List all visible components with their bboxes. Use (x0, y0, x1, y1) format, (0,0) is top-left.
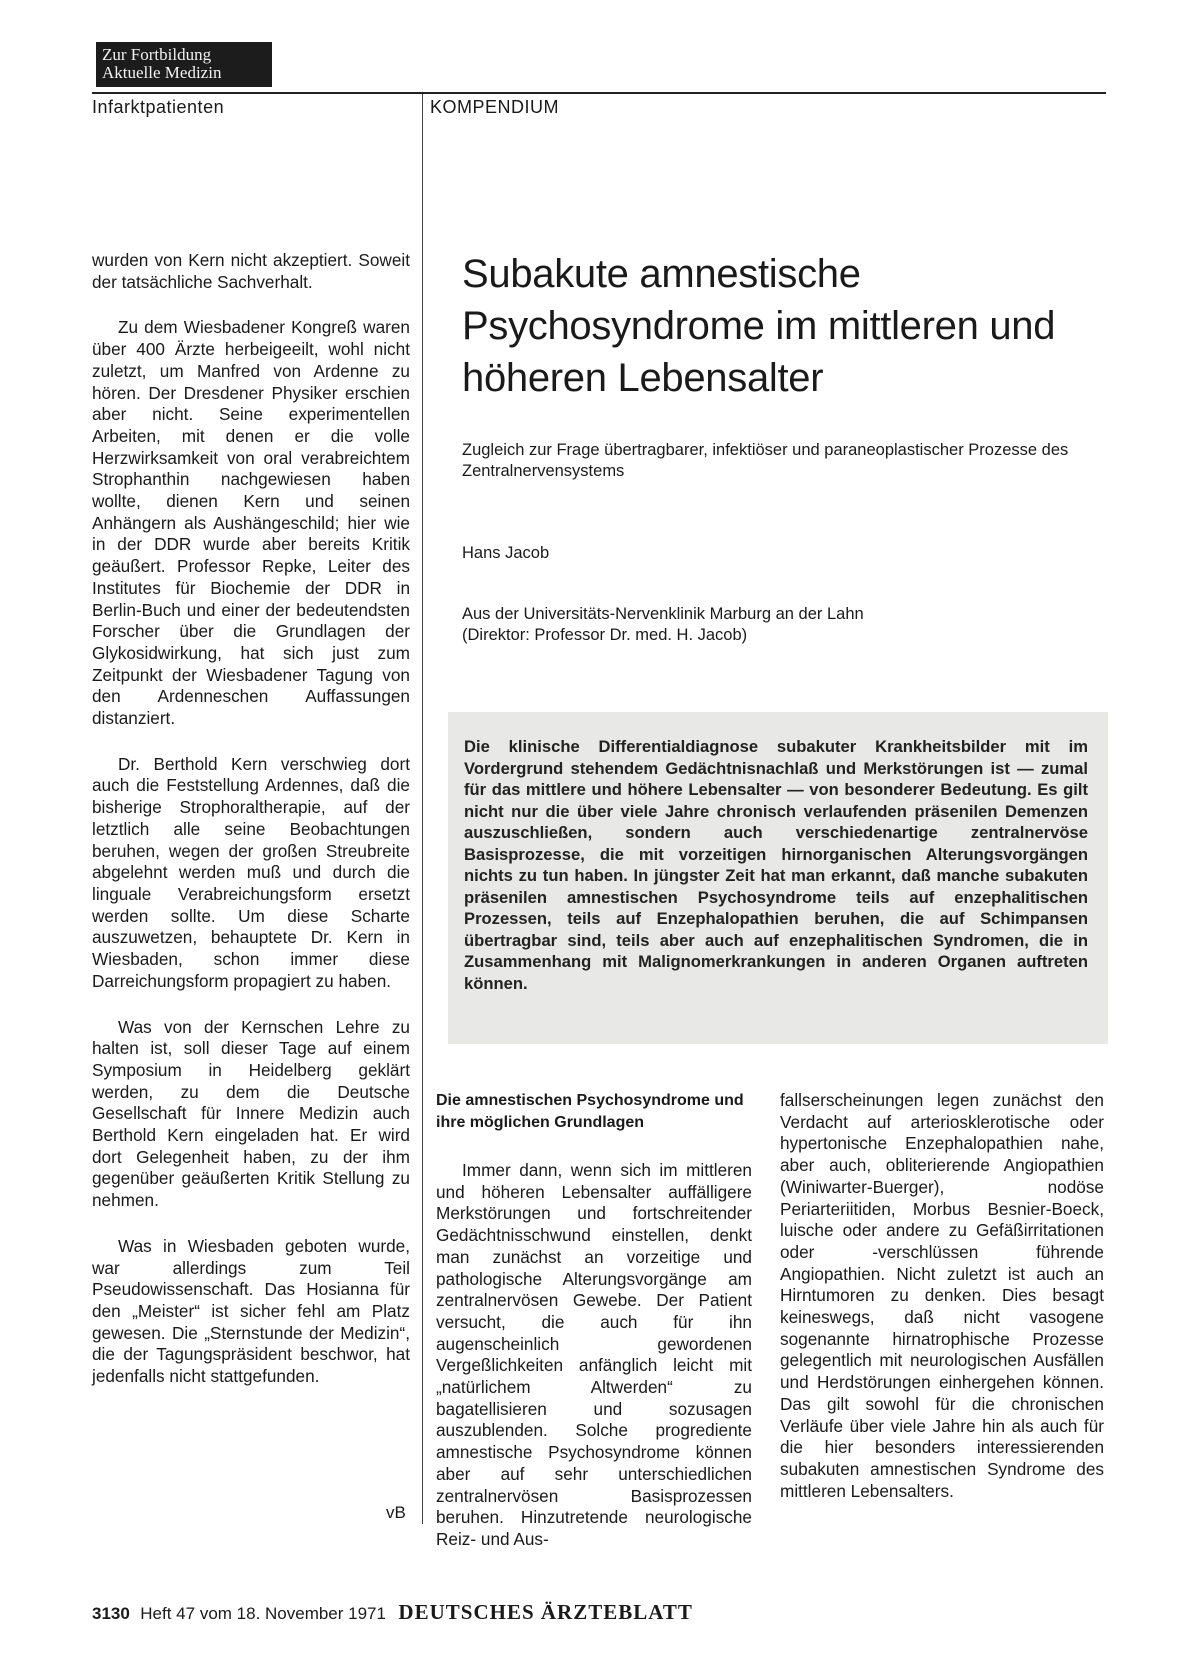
article-affiliation (462, 604, 1082, 646)
body-column-1 (436, 1090, 752, 1551)
left-paragraph: Dr. Berthold Kern verschwieg dort auch die Feststellung Ardennes, daß die bisherige Strophoraltherapie, auf der letztlich alle seine Beobachtungen beruhen, wegen der großen Streubreite abgelehnt werden muß und durch die linguale Verabreichungsform ersetzt werden sollte. Um diese Scharte auszuwetzen, behauptete Dr. Kern in Wiesbaden, schon immer diese Darreichungsform propagiert zu haben. (92, 753, 410, 991)
article-author: Hans Jacob (462, 544, 550, 562)
signature: vB (386, 1503, 406, 1522)
body-paragraph: fallserscheinungen legen zunächst den Verdacht auf arteriosklerotische oder hypertonische Enzephalopathien nahe, aber auch, obliterierende Angiopathien (Winiwarter-Buerger), nodöse Periarteriitiden, Morbus Besnier-Boeck, luische oder andere zu Gefäßirritationen oder -verschlüssen führende Angiopathien. Nicht zuletzt ist auch an Hirntumoren zu denken. Dies besagt keineswegs, daß nicht vasogene sogenannte hirnatrophische Prozesse gelegentlich mit neurologischen Ausfällen und Herdstörungen einhergehen können. Das gilt sowohl für die chronischen Verläufe über viele Jahre hin als auch für die hier besonders interessierenden subakuten amnestischen Syndrome des mittleren Lebensalters. (780, 1090, 1104, 1501)
left-paragraph: Zu dem Wiesbadener Kongreß waren über 400 Ärzte herbeigeeilt, wohl nicht zuletzt, um Manfred von Ardenne zu hören. Der Dresdener Physiker erschien aber nicht. Seine experimentellen Arbeiten, mit denen er die volle Herzwirksamkeit von oral verabreichtem Strophanthin nachgewiesen haben wollte, dienen Kern und seinen Anhängern als Aushängeschild; hier wie in der DDR wurde aber bereits Kritik geäußert. Professor Repke, Leiter des Institutes für Biochemie der DDR in Berlin-Buch und einer der bedeutendsten Forscher über die Grundlagen der Glykosidwirkung, hat sich just zum Zeitpunkt der Wiesbadener Tagung von den Ardenneschen Auffassungen distanziert. (92, 317, 410, 729)
section-tag (96, 42, 272, 87)
section-heading: Die amnestischen Psychosyndrome und ihre möglichen Grundlagen (436, 1092, 744, 1131)
affiliation-line1: Aus der Universitäts-Nervenklinik Marburg an der Lahn (462, 605, 864, 623)
footer (92, 1600, 693, 1625)
left-column (92, 250, 410, 1388)
article-title: Subakute amnestische Psychosyndrome im mittleren und höheren Lebensalter (462, 252, 1056, 400)
running-head-right: KOMPENDIUM (430, 97, 560, 117)
column-divider (422, 94, 423, 1524)
abstract-box (448, 712, 1108, 1044)
abstract-text: Die klinische Differentialdiagnose subakuter Krankheitsbilder mit im Vordergrund stehendem Gedächtnisnachlaß und Merkstörungen ist — zumal für das mittlere und höhere Lebensalter — von besonderer Bedeutung. Es gilt nicht nur die über viele Jahre chronisch verlaufenden präsenilen Demenzen auszuschließen, sondern auch verschiedenartige zentralnervöse Basisprozesse, die mit vorzeitigen hirnorganischen Alterungsvorgängen nichts zu tun haben. In jüngster Zeit hat man erkannt, daß manche subakuten präsenilen amnestischen Psychosyndrome teils auf enzephalitischen Prozessen, teils auf Enzephalopathien beruhen, die auf Schimpansen übertragbar sind, teils aber auch auf enzephalitischen Syndromen, die in Zusammenhang mit Malignomerkrankungen in anderen Organen auftreten können. (464, 737, 1088, 993)
section-tag-line2: Aktuelle Medizin (102, 63, 222, 82)
left-paragraph: Was in Wiesbaden geboten wurde, war allerdings zum Teil Pseudowissenschaft. Das Hosianna für den „Meister“ ist sicher fehl am Platz gewesen. Die „Sternstunde der Medizin“, die der Tagungspräsident beschwor, hat jedenfalls nicht stattgefunden. (92, 1235, 410, 1387)
left-paragraph: Was von der Kernschen Lehre zu halten ist, soll dieser Tage auf einem Symposium in Heidelberg geklärt werden, zu dem die Deutsche Gesellschaft für Innere Medizin auch Berthold Kern eingeladen hat. Er wird dort Gelegenheit haben, zu der ihm gegenüber geäußerten Kritik Stellung zu nehmen. (92, 1016, 410, 1211)
issue-info: Heft 47 vom 18. November 1971 (140, 1604, 386, 1623)
affiliation-line2: (Direktor: Professor Dr. med. H. Jacob) (462, 626, 748, 644)
journal-name: DEUTSCHES ÄRZTEBLATT (398, 1600, 693, 1624)
body-column-2 (780, 1090, 1104, 1502)
section-tag-line1: Zur Fortbildung (102, 45, 212, 64)
header-rule (92, 92, 1106, 94)
left-paragraph: wurden von Kern nicht akzeptiert. Soweit der tatsächliche Sachverhalt. (92, 250, 410, 292)
article-subtitle: Zugleich zur Frage übertragbarer, infektiöser und paraneoplastischer Prozesse des Zentralnervensystems (462, 441, 1069, 480)
page-number: 3130 (92, 1604, 130, 1623)
running-head-left: Infarktpatienten (92, 97, 225, 117)
body-paragraph: Immer dann, wenn sich im mittleren und höheren Lebensalter auffälligere Merkstörungen und fortschreitender Gedächtnisschwund einstellen, denkt man zunächst an vorzeitige und pathologische Alterungsvorgänge am zentralnervösen Gewebe. Der Patient versucht, die auch für ihn augenscheinlich gewordenen Vergeßlichkeiten anfänglich leicht mit „natürlichem Altwerden“ zu bagatellisieren und sozusagen auszublenden. Solche progrediente amnestische Psychosyndrome können aber auf sehr unterschiedlichen zentralnervösen Basisprozessen beruhen. Hinzutretende neurologische Reiz- und Aus- (436, 1160, 752, 1549)
